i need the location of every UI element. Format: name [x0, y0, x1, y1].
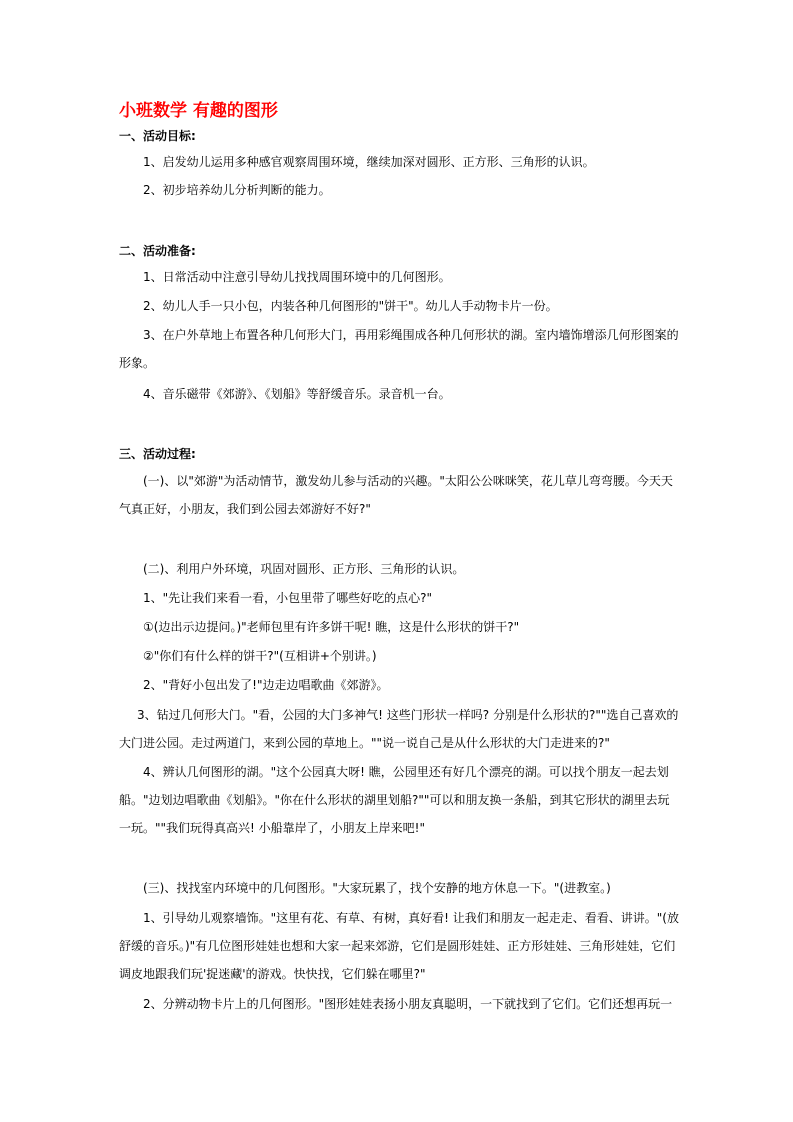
section-1-heading: 一、活动目标: [119, 129, 196, 143]
process-part-3-step-1: 1、引导幼儿观察墙饰。"这里有花、有草、有树，真好看! 让我们和朋友一起走走、看看、讲讲。"(放舒缓的音乐。)"有几位图形娃娃也想和大家一起来郊游，它们是圆形娃娃、正方形娃娃、三角形娃娃，它们调皮地跟我们玩'捉迷藏'的游戏。快快找，它们躲在哪里?" [119, 911, 679, 981]
goal-item-2: 2、初步培养幼儿分析判断的能力。 [143, 183, 331, 197]
process-part-2-step-2: 2、"背好小包出发了!"边走边唱歌曲《郊游》。 [143, 678, 389, 692]
process-part-3-intro: (三)、找找室内环境中的几何图形。"大家玩累了，找个安静的地方休息一下。"(进教室。) [143, 881, 611, 895]
process-part-2-intro: (二)、利用户外环境，巩固对圆形、正方形、三角形的认识。 [143, 562, 465, 576]
goal-item-1: 1、启发幼儿运用多种感官观察周围环境，继续加深对圆形、正方形、三角形的认识。 [143, 155, 595, 169]
section-2-heading: 二、活动准备: [119, 244, 196, 258]
process-part-1: (一)、以"郊游"为活动情节，激发幼儿参与活动的兴趣。"太阳公公咪咪笑，花儿草儿弯弯腰。今天天气真正好，小朋友，我们到公园去郊游好不好?" [119, 474, 673, 516]
process-part-2-sub-1: ①(边出示边提问。)"老师包里有许多饼干呢! 瞧，这是什么形状的饼干?" [143, 620, 520, 634]
process-part-2-step-1: 1、"先让我们来看一看，小包里带了哪些好吃的点心?" [143, 591, 433, 605]
prep-item-4: 4、音乐磁带《郊游》、《划船》等舒缓音乐。录音机一台。 [143, 387, 451, 401]
process-part-2-sub-2: ②"你们有什么样的饼干?"(互相讲+个别讲。) [143, 649, 377, 663]
document-title: 小班数学 有趣的图形 [119, 101, 278, 121]
prep-item-3: 3、在户外草地上布置各种几何形大门，再用彩绳围成各种几何形状的湖。室内墙饰增添几何形图案的形象。 [119, 328, 679, 370]
process-part-2-step-4: 4、辨认几何图形的湖。"这个公园真大呀! 瞧，公园里还有好几个漂亮的湖。可以找个朋友一起去划船。"边划边唱歌曲《划船》。"你在什么形状的湖里划船?""可以和朋友换一条船，到其它形状的湖里去玩一玩。""我们玩得真高兴! 小船靠岸了，小朋友上岸来吧!" [119, 765, 670, 835]
prep-item-1: 1、日常活动中注意引导幼儿找找周围环境中的几何图形。 [143, 270, 451, 284]
process-part-3-step-2: 2、分辨动物卡片上的几何图形。"图形娃娃表扬小朋友真聪明，一下就找到了它们。它们还想再玩一 [143, 997, 673, 1011]
section-3-heading: 三、活动过程: [119, 447, 196, 461]
process-part-2-step-3: 3、钻过几何形大门。"看，公园的大门多神气! 这些门形状一样吗? 分别是什么形状的?""选自己喜欢的大门进公园。走过两道门，来到公园的草地上。""说一说自己是从什么形状的大门走进来的?" [119, 708, 679, 750]
prep-item-2: 2、幼儿人手一只小包，内装各种几何图形的"饼干"。幼儿人手动物卡片一份。 [143, 299, 558, 313]
